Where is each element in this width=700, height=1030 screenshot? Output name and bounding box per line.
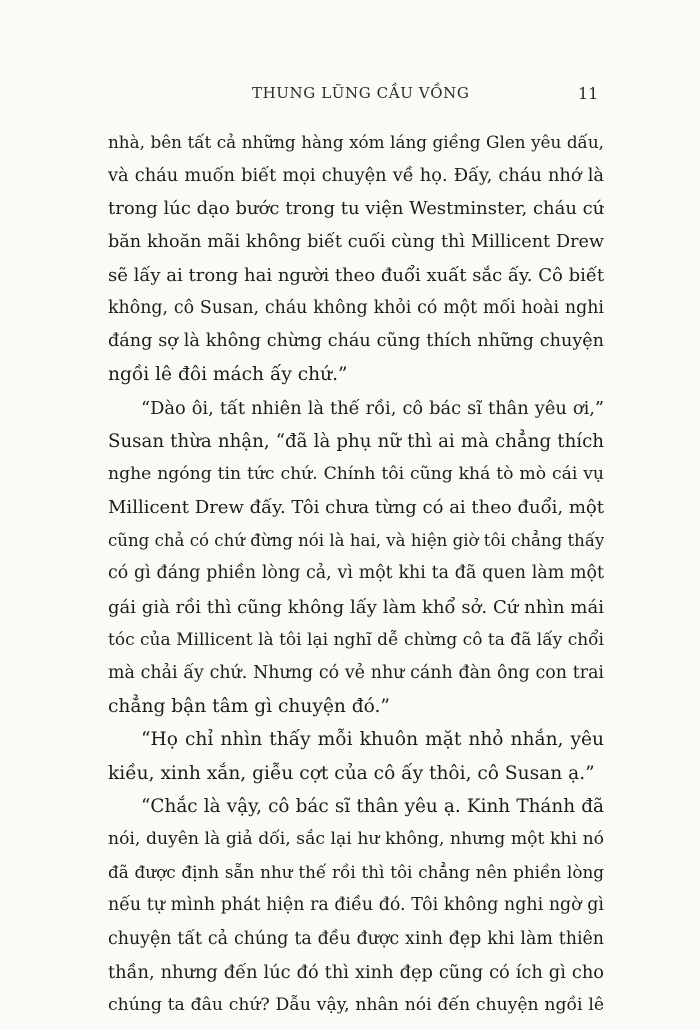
text-line: “Họ chỉ nhìn thấy mỗi khuôn mặt nhỏ nhắn, yêu: [141, 729, 604, 751]
book-title: THUNG LŨNG CẦU VỒNG: [252, 84, 470, 102]
text-line: và cháu muốn biết mọi chuyện về họ. Đấy, cháu nhớ là: [108, 165, 604, 187]
text-line: thần, nhưng đến lúc đó thì xinh đẹp cũng có ích gì cho: [108, 961, 604, 983]
text-line: có gì đáng phiền lòng cả, vì một khi ta đã quen làm một: [108, 563, 604, 584]
text-line: nghe ngóng tin tức chứ. Chính tôi cũng khá tò mò cái vụ: [108, 463, 604, 484]
text-line: tóc của Millicent là tôi lại nghĩ dễ chừng cô ta đã lấy chổi: [108, 629, 604, 650]
text-line: trong lúc dạo bước trong tu viện Westminster, cháu cứ: [108, 198, 604, 220]
text-line: chẳng bận tâm gì chuyện đó.”: [108, 696, 390, 718]
text-line: băn khoăn mãi không biết cuối cùng thì Millicent Drew: [108, 231, 604, 252]
text-line: đã được định sẵn như thế rồi thì tôi chẳng nên phiền lòng: [108, 862, 604, 883]
text-line: nếu tự mình phát hiện ra điều đó. Tôi không nghi ngờ gì: [108, 895, 604, 916]
text-line: kiều, xinh xắn, giễu cợt của cô ấy thôi, cô Susan ạ.”: [108, 762, 595, 784]
text-line: gái già rồi thì cũng không lấy làm khổ sở. Cứ nhìn mái: [108, 596, 604, 618]
running-header: [0, 84, 700, 108]
text-line: ngồi lê đôi mách ấy chứ.”: [108, 364, 348, 386]
text-line: cũng chả có chứ đừng nói là hai, và hiện giờ tôi chẳng thấy: [108, 531, 604, 551]
text-line: nhà, bên tất cả những hàng xóm láng giềng Glen yêu dấu,: [108, 132, 604, 152]
text-line: nói, duyên là giả dối, sắc lại hư không, nhưng một khi nó: [108, 828, 604, 849]
text-line: Susan thừa nhận, “đã là phụ nữ thì ai mà chẳng thích: [108, 430, 604, 452]
text-line: không, cô Susan, cháu không khỏi có một mối hoài nghi: [108, 297, 604, 318]
text-line: “Chắc là vậy, cô bác sĩ thân yêu ạ. Kinh Thánh đã: [141, 795, 604, 817]
text-line: Millicent Drew đấy. Tôi chưa từng có ai theo đuổi, một: [108, 497, 604, 519]
page-number: 11: [578, 84, 599, 103]
text-line: chuyện tất cả chúng ta đều được xinh đẹp khi làm thiên: [108, 928, 604, 949]
text-line: chúng ta đâu chứ? Dẫu vậy, nhân nói đến chuyện ngồi lê: [108, 994, 604, 1015]
text-line: “Dào ôi, tất nhiên là thế rồi, cô bác sĩ thân yêu ơi,”: [141, 397, 604, 419]
text-line: mà chải ấy chứ. Nhưng có vẻ như cánh đàn ông con trai: [108, 663, 604, 683]
body-text: [108, 126, 604, 1022]
text-line: đáng sợ là không chừng cháu cũng thích những chuyện: [108, 331, 604, 352]
text-line: sẽ lấy ai trong hai người theo đuổi xuất sắc ấy. Cô biết: [108, 264, 604, 286]
